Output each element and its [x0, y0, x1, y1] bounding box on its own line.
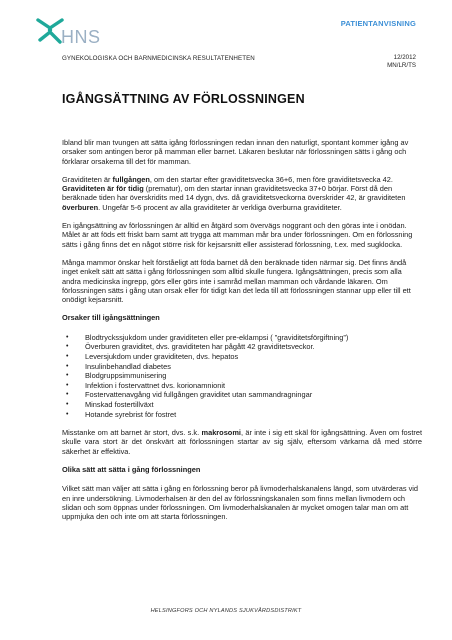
- list-item: • Infektion i fostervattnet dvs. korionamnionit: [66, 381, 422, 391]
- document-date: 12/2012: [393, 54, 416, 61]
- bold-term: Graviditeten är för tidig: [62, 184, 144, 194]
- bold-term: fullgången: [112, 174, 150, 184]
- list-item: • Blodgruppsimmunisering: [66, 371, 422, 381]
- text-span: Misstanke om att barnet är stort, dvs. s.k.: [62, 428, 202, 438]
- list-item: • Överburen graviditet, dvs. graviditeten har pågått 42 graviditetsveckor.: [66, 342, 422, 352]
- macrosomia-paragraph: [62, 428, 422, 456]
- list-item: • Hotande syrebrist för fostret: [66, 410, 422, 420]
- bold-term: överburen: [62, 202, 99, 212]
- risk-paragraph: En igångsättning av förlossningen är alltid en åtgärd som övervägs noggrant och den göras inte i onödan. Målet är att föds ett friskt barn samt att trygga att mamman mår bra under förlossningen. Om en förlossning sätts i gång finns det en något större risk för kejsarsnitt eller assisterad förlossning, t.ex. med sugklocka.: [62, 221, 413, 249]
- definition-paragraph: [62, 175, 422, 212]
- text-span: , är inte i sig ett skäl för igångsättning. Även om fostret skulle vara stort är det önskvärt att förlossningen startar av sig själv, eftersom värkarna då med större säkerhet är effektiva.: [62, 428, 423, 456]
- text-span: Graviditeten är: [62, 174, 113, 184]
- document-type-label: PATIENTANVISNING: [340, 19, 416, 28]
- bold-term: makrosomi: [201, 428, 241, 438]
- logo-wordmark: HNS: [61, 27, 101, 47]
- list-item: • Minskad fostertillväxt: [66, 400, 422, 410]
- text-span: (prematur), om den startar innan graviditetsvecka 37+0 börjar. Först då den beräknade tiden har överskridits med 14 dygn, dvs. då graviditetsveckorna överskrider 42, är graviditeten: [62, 184, 406, 203]
- methods-heading: Olika sätt att sätta i gång förlossningen: [62, 464, 201, 474]
- footer-organization: HELSINGFORS OCH NYLANDS SJUKVÅRDSDISTRIKT: [150, 608, 302, 614]
- causes-heading: Orsaker till igångsättningen: [62, 313, 160, 323]
- page-title: IGÅNGSÄTTNING AV FÖRLOSSNINGEN: [62, 92, 305, 106]
- list-item: • Insulinbehandlad diabetes: [66, 362, 422, 372]
- decision-paragraph: Många mammor önskar helt förståeligt att föda barnet då den beräknade tiden närmar sig. Det finns ändå inget enkelt sätt att sätta i gång förlossningen som alltid skulle fungera. Igångsättningen, precis som alla andra medicinska ingrepp, görs eller görs inte i samråd mellan mamman och vårdande läkaren. Om förlossningen sätts i gång utan orsak eller för tidigt kan det leda till att förlossningen stannar upp eller till ett onödigt kejsarsnitt.: [62, 257, 411, 305]
- intro-paragraph: Ibland blir man tvungen att sätta igång förlossningen redan innan den naturligt, spontant kommer igång av orsaker som antingen beror på mamman eller barnet. Läkaren beslutar när förlossningen sätts i gång och förklarar orsakerna till det för mamman.: [62, 138, 409, 166]
- text-span: , om den startar efter graviditetsvecka 36+6, men före graviditetsvecka 42.: [149, 174, 393, 184]
- list-item: • Leversjukdom under graviditeten, dvs. hepatos: [66, 352, 422, 362]
- causes-list: [66, 333, 422, 419]
- methods-paragraph: Vilket sätt man väljer att sätta i gång en förlossning beror på livmoderhalskanalens längd, som utvärderas vid en inre undersökning. Livmoderhalsen är den del av förlossningskanalen som finns mellan livmodern och slidan och som öppnas under förlossningen. Om livmoderhalskanalen är mycket omogen talar man om att uppmjuka den och inte om att starta förlossningen.: [62, 484, 419, 522]
- document-date-block: [387, 54, 416, 70]
- author-code: MN/LR/TS: [387, 62, 416, 69]
- text-span: . Ungefär 5-6 procent av alla graviditeter är verkliga överburna graviditeter.: [98, 202, 342, 212]
- department-name: GYNEKOLOGISKA OCH BARNMEDICINSKA RESULTATENHETEN: [62, 55, 255, 62]
- list-item: • Blodtryckssjukdom under graviditeten eller pre-eklampsi ( ”graviditetsförgiftning”): [66, 333, 422, 343]
- document-body: [62, 138, 422, 530]
- list-item: • Fostervattenavgång vid fullgången graviditet utan sammandragningar: [66, 390, 422, 400]
